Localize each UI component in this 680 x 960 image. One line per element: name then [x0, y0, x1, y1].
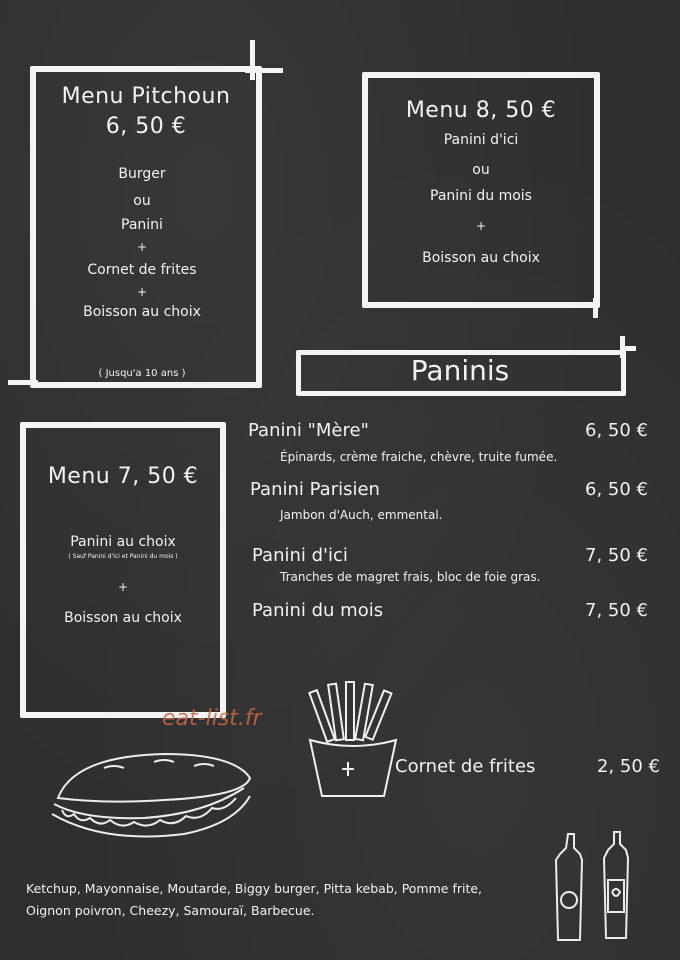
- pitchoun-line: Boisson au choix: [83, 304, 201, 320]
- frame-tick: [620, 346, 636, 351]
- menu-750-title: Menu 7, 50 €: [47, 464, 199, 489]
- panini-price: 7, 50 €: [585, 545, 648, 566]
- menu-pitchoun-price: 6, 50 €: [105, 114, 187, 139]
- frame-tick: [245, 68, 283, 73]
- frame-tick: [250, 40, 255, 80]
- pitchoun-plus: +: [136, 285, 148, 299]
- menu-850-line: Panini du mois: [430, 188, 532, 204]
- panini-name: Panini Parisien: [250, 479, 380, 500]
- menu-850-line: ou: [472, 162, 490, 178]
- menu-750-line: Panini au choix: [70, 534, 176, 550]
- panini-description: Jambon d'Auch, emmental.: [280, 508, 443, 522]
- sauces-line: Ketchup, Mayonnaise, Moutarde, Biggy burger, Pitta kebab, Pomme frite,: [26, 881, 483, 896]
- panini-price: 6, 50 €: [585, 420, 648, 441]
- frame-tick: [8, 380, 38, 385]
- panini-price: 6, 50 €: [585, 479, 648, 500]
- fries-price: 2, 50 €: [597, 756, 660, 777]
- pitchoun-plus: +: [136, 240, 148, 254]
- panini-name: Panini "Mère": [248, 420, 369, 441]
- menu-850-line: Panini d'ici: [443, 132, 519, 148]
- pitchoun-line: Panini: [121, 217, 163, 233]
- panini-name: Panini du mois: [252, 600, 384, 621]
- panini-price: 7, 50 €: [585, 600, 648, 621]
- panini-name: Panini d'ici: [252, 545, 348, 566]
- sauce-bottles-illustration: [540, 830, 640, 950]
- menu-750-line: Boisson au choix: [64, 610, 182, 626]
- fries-name: Cornet de frites: [395, 756, 536, 777]
- menu-850-plus: +: [475, 219, 487, 233]
- menu-pitchoun-title: Menu Pitchoun: [61, 84, 231, 109]
- menu-750-note: ( Sauf Panini d'ici et Panini du mois ): [68, 553, 178, 560]
- watermark: eat-list.fr: [162, 706, 262, 731]
- sandwich-illustration: [44, 748, 264, 848]
- menu-850-line: Boisson au choix: [422, 250, 540, 266]
- pitchoun-line: Cornet de frites: [87, 262, 197, 278]
- panini-description: Épinards, crème fraiche, chèvre, truite fumée.: [280, 450, 558, 464]
- fries-illustration: [298, 680, 408, 800]
- frame-tick: [593, 298, 598, 318]
- menu-850-title: Menu 8, 50 €: [405, 98, 557, 123]
- paninis-heading: Paninis: [410, 354, 510, 387]
- pitchoun-line: Burger: [118, 166, 166, 182]
- pitchoun-age-note: ( Jusqu'a 10 ans ): [98, 368, 186, 379]
- panini-description: Tranches de magret frais, bloc de foie gras.: [280, 570, 541, 584]
- pitchoun-line: ou: [133, 193, 151, 209]
- sauces-line: Oignon poivron, Cheezy, Samouraï, Barbecue.: [26, 903, 315, 918]
- menu-750-plus: +: [117, 580, 129, 594]
